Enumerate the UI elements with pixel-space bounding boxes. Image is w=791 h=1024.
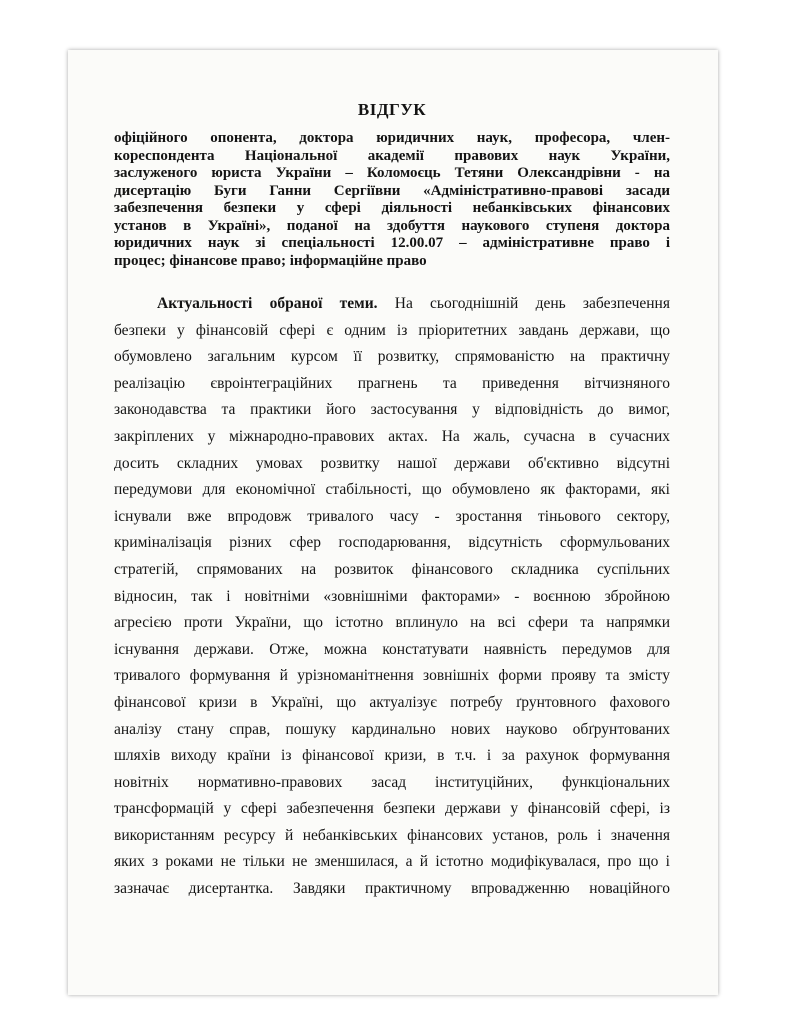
header-line: процес; фінансове право; інформаційне право: [114, 252, 427, 269]
section-heading: Актуальності обраної теми.: [157, 295, 378, 312]
header-line: юридичних наук зі спеціальності 12.00.07 – адміністративне право і: [114, 235, 670, 251]
body-line: існування держави. Отже, можна констатувати наявність передумов для: [114, 640, 670, 658]
document-header: [114, 130, 670, 270]
body-line: обумовлено загальним курсом її розвитку, спрямованістю на практичну: [114, 348, 670, 366]
review-paragraph: [114, 291, 670, 903]
document-title: ВІДГУК: [357, 100, 427, 119]
body-line: відносин, так і новітніми «зовнішніми факторами» - воєнною збройною: [114, 587, 670, 605]
body-line: передумови для економічної стабільності, що обумовлено як факторами, які: [114, 481, 670, 499]
body-line: зазначає дисертантка. Завдяки практичному впровадженню новаційного: [114, 880, 670, 898]
body-line: закріплених у міжнародно-правових актах. На жаль, сучасна в сучасних: [114, 427, 670, 445]
header-line: дисертацію Буги Ганни Сергіївни «Адміністративно-правові засади: [114, 182, 670, 199]
body-line: криміналізація різних сфер господарювання, відсутність сформульованих: [114, 534, 670, 552]
body-line: безпеки у фінансовій сфері є одним із пріоритетних завдань держави, що: [114, 321, 670, 339]
paragraph-first-line: [114, 291, 670, 318]
body-line: фінансової кризи в Україні, що актуалізує потребу ґрунтовного фахового: [114, 693, 670, 711]
body-line: законодавства та практики його застосування у відповідність до вимог,: [114, 401, 670, 419]
body-line: існували вже впродовж тривалого часу - зростання тіньового сектору,: [114, 507, 670, 525]
header-line: установ в Україні», поданої на здобуття наукового ступеня доктора: [114, 217, 670, 234]
body-line: стратегій, спрямованих на розвиток фінансового складника суспільних: [114, 560, 670, 578]
document-page: [68, 50, 718, 995]
header-line: заслуженого юриста України – Коломоєць Тетяни Олександрівни - на: [114, 165, 670, 181]
body-line: використанням ресурсу й небанківських фінансових установ, роль і значення: [114, 826, 670, 844]
paragraph-text: На сьогоднішній день забезпечення: [377, 295, 670, 312]
body-line: шляхів виходу країни із фінансової кризи, в т.ч. і за рахунок формування: [114, 747, 670, 765]
body-line: досить складних умовах розвитку нашої держави об'єктивно відсутні: [114, 454, 670, 472]
body-line: трансформацій у сфері забезпечення безпеки держави у фінансовій сфері, із: [114, 800, 670, 818]
page-content: [114, 100, 670, 903]
header-line: забезпечення безпеки у сфері діяльності небанківських фінансових: [114, 200, 670, 216]
body-line: новітніх нормативно-правових засад інституційних, функціональних: [114, 773, 670, 791]
body-line: реалізацію євроінтеграційних прагнень та приведення вітчизняного: [114, 374, 670, 392]
body-line: агресією проти України, що істотно вплинуло на всі сфери та напрямки: [114, 614, 670, 632]
header-line: офіційного опонента, доктора юридичних наук, професора, член-: [114, 130, 670, 146]
header-line: кореспондента Національної академії правових наук України,: [114, 147, 670, 164]
body-line: аналізу стану справ, пошуку кардинально нових науково обґрунтованих: [114, 720, 670, 738]
body-line: яких з роками не тільки не зменшилася, а й істотно модифікувалася, про що і: [114, 853, 670, 871]
body-line: тривалого формування й урізноманітнення зовнішніх форми прояву та змісту: [114, 667, 670, 685]
